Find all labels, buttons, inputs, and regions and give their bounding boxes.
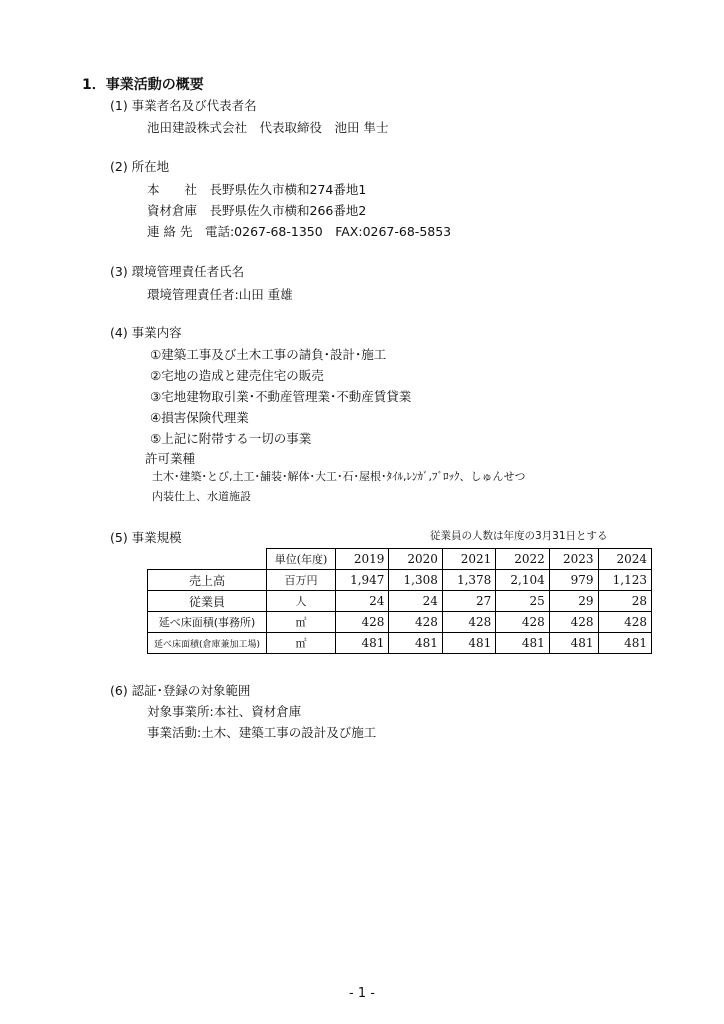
table-cell: 1,378 [442,570,495,591]
license-title: 許可業種 [145,451,196,466]
table-cell: 428 [496,612,549,633]
table-cell: 481 [336,633,389,654]
table-cell: 24 [336,591,389,612]
address-line-contact: 連 絡 先 電話:0267-68-1350 FAX:0267-68-5853 [147,224,452,239]
business-item: ④損害保険代理業 [150,410,249,425]
year-header: 2021 [442,549,495,570]
page-number: - 1 - [349,986,375,1001]
table-cell: 29 [549,591,598,612]
business-item: ③宅地建物取引業･不動産管理業･不動産賃貸業 [150,389,412,404]
address-title: (2) 所在地 [110,159,170,174]
table-cell: 27 [442,591,495,612]
table-cell: 428 [442,612,495,633]
year-header: 2020 [389,549,442,570]
table-cell: 25 [496,591,549,612]
table-cell: 428 [336,612,389,633]
business-scale-table [147,548,652,654]
table-cell: 428 [549,612,598,633]
license-line: 内装仕上、水道施設 [152,490,251,503]
row-label: 従業員 [148,591,267,612]
table-row [148,570,652,591]
table-cell: 481 [442,633,495,654]
address-line-hq: 本 社 長野県佐久市横和274番地1 [147,182,367,197]
business-item: ①建築工事及び土木工事の請負･設計･施工 [150,347,387,362]
table-cell: 481 [598,633,652,654]
company-name-title: (1) 事業者名及び代表者名 [110,98,257,113]
table-cell: 2,104 [496,570,549,591]
table-row [148,633,652,654]
table-cell: 481 [389,633,442,654]
certification-sites: 対象事業所:本社、資材倉庫 [147,704,302,719]
table-row [148,612,652,633]
table-cell: 1,947 [336,570,389,591]
address-line-warehouse: 資材倉庫 長野県佐久市横和266番地2 [147,203,367,218]
table-cell: 1,123 [598,570,652,591]
table-cell: 979 [549,570,598,591]
table-cell: 28 [598,591,652,612]
row-label: 延べ床面積(倉庫兼加工場) [148,633,267,654]
year-header: 2019 [336,549,389,570]
row-unit: ㎡ [267,633,336,654]
business-item: ②宅地の造成と建売住宅の販売 [150,368,324,383]
scale-note: 従業員の人数は年度の3月31日とする [430,530,608,542]
table-cell: 1,308 [389,570,442,591]
certification-title: (6) 認証･登録の対象範囲 [110,683,251,698]
table-cell: 428 [389,612,442,633]
year-header: 2023 [549,549,598,570]
table-row [148,591,652,612]
row-unit: 百万円 [267,570,336,591]
table-cell: 481 [549,633,598,654]
row-label: 延べ床面積(事務所) [148,612,267,633]
business-title: (4) 事業内容 [110,325,182,340]
business-item: ⑤上記に附帯する一切の事業 [150,431,312,446]
company-name-line: 池田建設株式会社 代表取締役 池田 隼士 [147,120,389,135]
env-manager-title: (3) 環境管理責任者氏名 [110,264,245,279]
scale-title: (5) 事業規模 [110,530,182,545]
table-cell: 428 [598,612,652,633]
section-heading: 1．事業活動の概要 [82,77,204,93]
table-cell: 481 [496,633,549,654]
env-manager-line: 環境管理責任者:山田 重雄 [147,287,293,302]
row-unit: ㎡ [267,612,336,633]
table-corner-cell [148,549,267,570]
certification-activities: 事業活動:土木、建築工事の設計及び施工 [147,725,377,740]
table-header-row [148,549,652,570]
row-label: 売上高 [148,570,267,591]
row-unit: 人 [267,591,336,612]
year-header: 2024 [598,549,652,570]
license-line: 土木･建築･とび,土工･舗装･解体･大工･石･屋根･ﾀｲﾙ,ﾚﾝｶﾞ,ﾌﾞﾛｯｸ、しゅんせつ [152,470,526,483]
table-cell: 24 [389,591,442,612]
year-header: 2022 [496,549,549,570]
unit-header: 単位(年度) [267,549,336,570]
